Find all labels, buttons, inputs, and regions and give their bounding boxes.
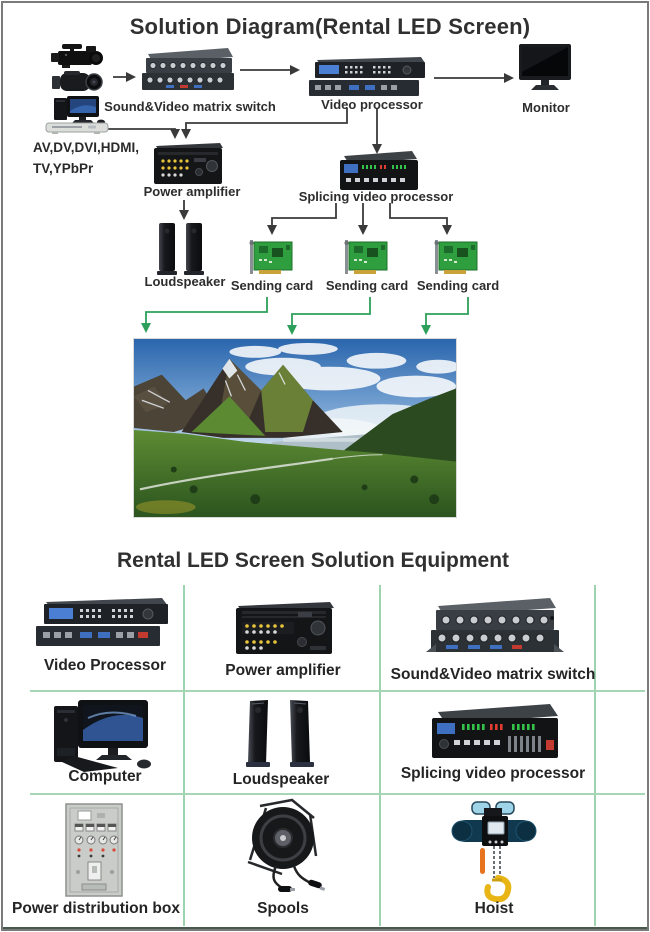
connector-splicing-to-card3 <box>390 203 447 233</box>
sending-card-icon <box>431 237 481 279</box>
sending-card-label: Sending card <box>230 278 314 293</box>
equipment-label-computer: Computer <box>68 768 142 785</box>
loudspeaker-label: Loudspeaker <box>144 274 226 289</box>
grid-horizontal-divider <box>30 793 645 795</box>
equipment-label-spools: Spools <box>257 900 309 917</box>
matrix-switch-image <box>424 594 566 662</box>
sending-card-label: Sending card <box>325 278 409 293</box>
connector-splicing-to-card1 <box>272 203 336 233</box>
led-screen-image <box>133 338 457 518</box>
equipment-label-splicing-processor: Splicing video processor <box>400 765 586 782</box>
connector-card2-to-screen <box>292 297 370 333</box>
camcorder-icon <box>50 69 104 96</box>
matrix-switch-label: Sound&Video matrix switch <box>104 99 276 114</box>
splicing-processor-image <box>420 700 566 764</box>
spools-image <box>236 796 332 900</box>
loudspeaker-image <box>244 698 320 772</box>
grid-vertical-divider <box>379 585 381 926</box>
sending-card-icon <box>341 237 391 279</box>
video-processor-label: Video processor <box>321 97 423 112</box>
page-title: Solution Diagram(Rental LED Screen) <box>129 14 531 39</box>
equipment-label-power-amplifier: Power amplifier <box>225 662 341 679</box>
connector-dvd-to-amplifier <box>108 129 175 137</box>
grid-vertical-divider <box>183 585 185 926</box>
monitor-label: Monitor <box>522 100 570 115</box>
dvd-player-icon <box>44 121 110 136</box>
computer-image <box>48 698 164 772</box>
equipment-label-video-processor: Video Processor <box>43 657 167 674</box>
grid-vertical-divider <box>594 585 596 926</box>
splicing-processor-label: Splicing video processor <box>298 189 454 204</box>
sending-card-label: Sending card <box>416 278 500 293</box>
equipment-label-hoist: Hoist <box>474 900 514 917</box>
hoist-image <box>446 798 542 902</box>
connector-card1-to-screen <box>146 297 267 331</box>
source-signals-line2: TV,YPbPr <box>33 161 94 176</box>
equipment-section-title: Rental LED Screen Solution Equipment <box>116 549 510 572</box>
source-signals-line1: AV,DV,DVI,HDMI, <box>33 140 140 155</box>
video-camera-icon <box>46 41 108 71</box>
grid-bottom-border <box>2 927 648 930</box>
video-processor-icon <box>303 54 433 102</box>
equipment-label-power-distribution-box: Power distribution box <box>12 900 180 917</box>
power-amplifier-label: Power amplifier <box>143 184 241 199</box>
monitor-icon <box>517 42 573 94</box>
connector-card3-to-screen <box>426 297 468 333</box>
loudspeaker-icon <box>156 221 206 277</box>
matrix-switch-icon <box>136 44 238 96</box>
grid-horizontal-divider <box>30 690 645 692</box>
power-amplifier-image <box>230 598 338 660</box>
equipment-label-matrix-switch: Sound&Video matrix switch <box>390 666 596 683</box>
sending-card-icon <box>246 237 296 279</box>
power-amplifier-icon <box>150 140 226 190</box>
equipment-label-loudspeaker: Loudspeaker <box>232 771 330 788</box>
video-processor-image <box>30 594 176 654</box>
power-distribution-box-image <box>64 802 124 898</box>
